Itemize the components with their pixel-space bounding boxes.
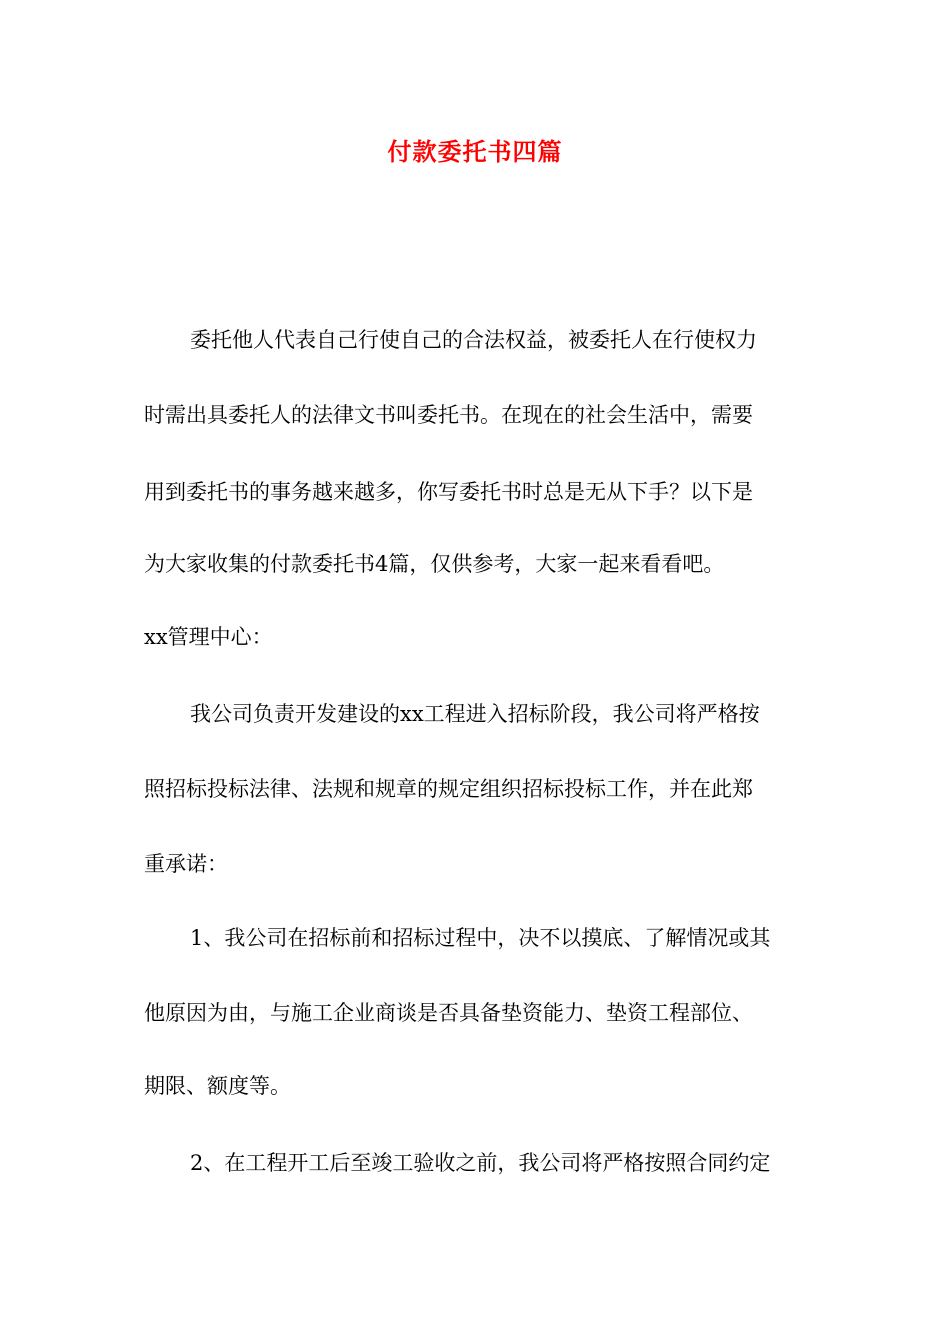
salutation-line: xx管理中心： — [144, 625, 273, 649]
list-item-line: 期限、额度等。 — [144, 1074, 291, 1098]
list-item-line: 2、在工程开工后至竣工验收之前，我公司将严格按照合同约定 — [190, 1151, 771, 1175]
paragraph-line: 我公司负责开发建设的xx工程进入招标阶段，我公司将严格按 — [190, 702, 760, 726]
paragraph-line: 照招标投标法律、法规和规章的规定组织招标投标工作，并在此郑 — [144, 777, 753, 801]
paragraph-line: 委托他人代表自己行使自己的合法权益，被委托人在行使权力 — [190, 328, 757, 352]
list-item-line: 1、我公司在招标前和招标过程中，决不以摸底、了解情况或其 — [190, 926, 771, 950]
list-item-line: 他原因为由，与施工企业商谈是否具备垫资能力、垫资工程部位、 — [144, 1001, 753, 1025]
document-title: 付款委托书四篇 — [387, 137, 563, 166]
paragraph-line: 用到委托书的事务越来越多，你写委托书时总是无从下手？以下是 — [144, 480, 753, 504]
paragraph-line: 重承诺： — [144, 852, 228, 876]
paragraph-line: 时需出具委托人的法律文书叫委托书。在现在的社会生活中，需要 — [144, 403, 753, 427]
paragraph-line: 为大家收集的付款委托书4篇，仅供参考，大家一起来看看吧。 — [144, 552, 725, 576]
